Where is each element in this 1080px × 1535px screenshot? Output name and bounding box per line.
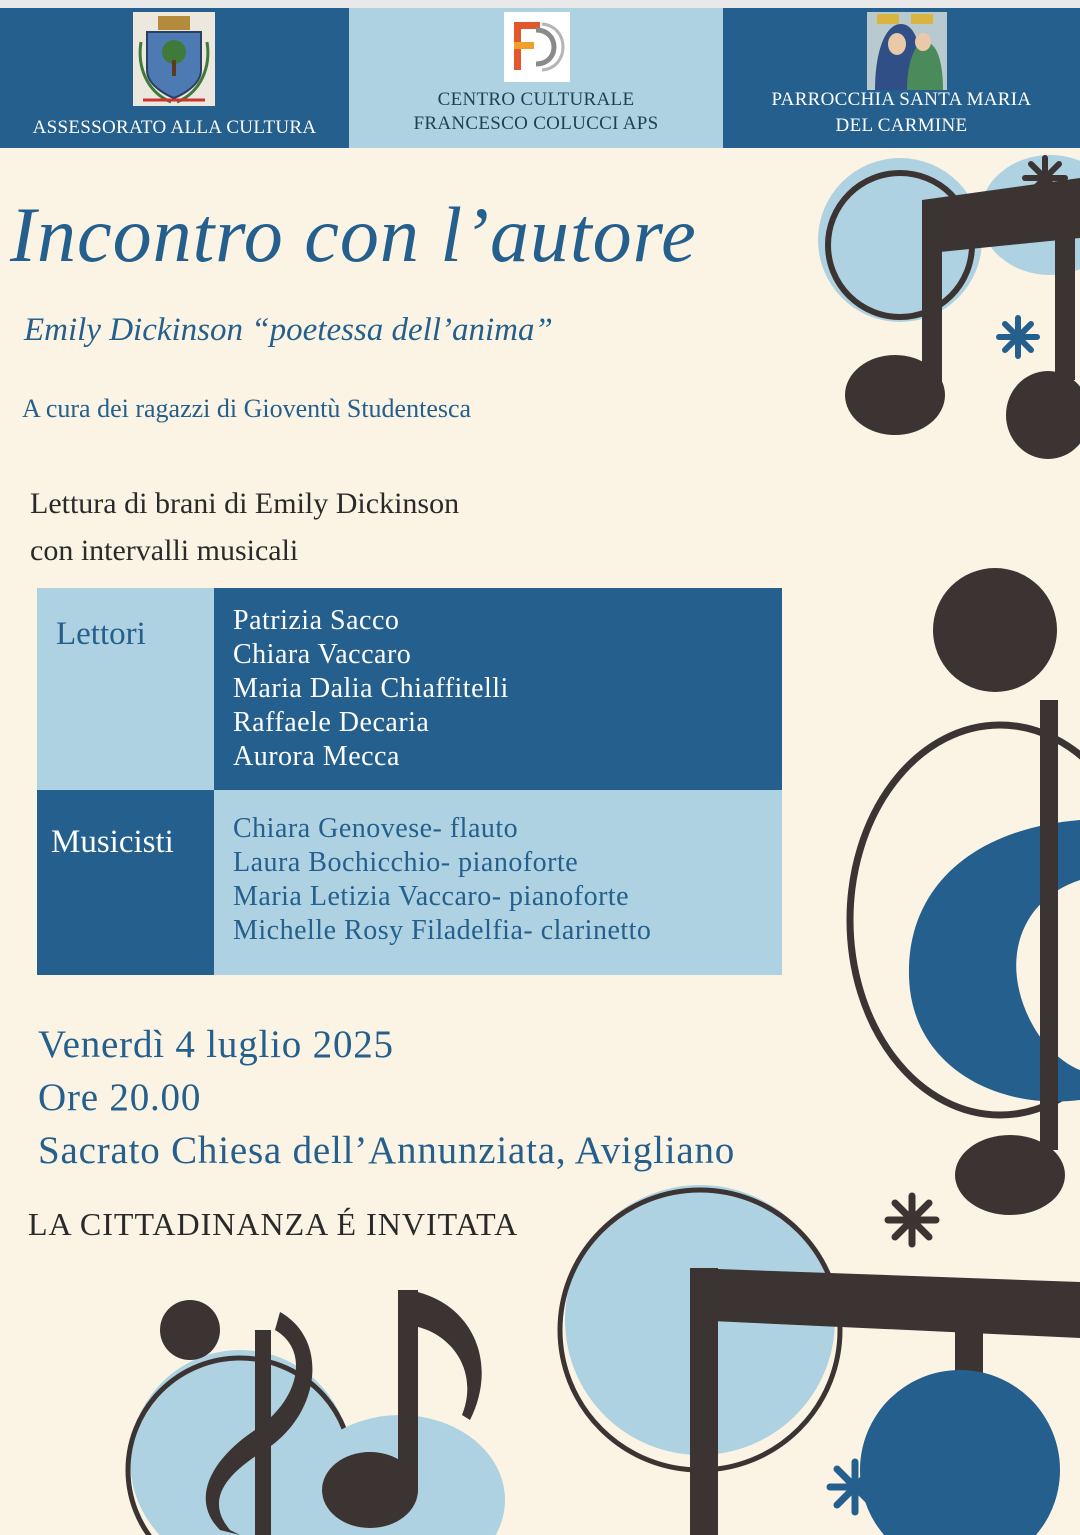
musician-name: Michelle Rosy Filadelfia- clarinetto: [233, 915, 652, 946]
subtitle: Emily Dickinson “poetessa dell’anima”: [24, 312, 553, 348]
musicians-list: [233, 812, 651, 948]
asterisk-icon: [999, 318, 1037, 356]
asterisk-icon: [1025, 158, 1065, 198]
reader-name: Chiara Vaccaro: [233, 639, 412, 670]
curated-by: A cura dei ragazzi di Gioventù Studentesca: [22, 394, 472, 423]
readers-list: [233, 604, 509, 774]
reader-name: Patrizia Sacco: [233, 605, 400, 636]
treble-swirl-icon: [850, 700, 1080, 1215]
event-place: Sacrato Chiesa dell’Annunziata, Avigliano: [38, 1129, 736, 1172]
roster-table: [37, 588, 782, 975]
header-right-line2: DEL CARMINE: [835, 115, 968, 136]
musician-name: Maria Letizia Vaccaro- pianoforte: [233, 881, 630, 912]
header-panel-parrocchia: [723, 8, 1080, 148]
musicians-label-cell: [37, 790, 214, 975]
musician-name: Chiara Genovese- flauto: [233, 813, 519, 844]
readers-label-cell: [37, 588, 214, 790]
invitation-text: LA CITTADINANZA É INVITATA: [28, 1206, 519, 1242]
asterisk-icon: [830, 1462, 880, 1512]
reading-line-2: con intervalli musicali: [30, 534, 299, 567]
header-right-line1: PARROCCHIA SANTA MARIA: [771, 89, 1032, 110]
cultural-center-logo-icon: [504, 12, 570, 82]
dot-note-icon: [933, 568, 1057, 692]
header-panel-centro-culturale: [349, 8, 723, 148]
event-details: [38, 1018, 735, 1177]
readers-list-cell: [214, 588, 782, 790]
musicians-list-cell: [214, 790, 782, 975]
header: [0, 8, 1080, 148]
event-date: Venerdì 4 luglio 2025: [38, 1023, 394, 1066]
reader-name: Maria Dalia Chiaffitelli: [233, 673, 509, 704]
reading-description: [30, 480, 459, 574]
madonna-icon: [867, 12, 947, 90]
header-center-line1: CENTRO CULTURALE: [437, 89, 635, 110]
page-title: Incontro con l’autore: [10, 191, 697, 278]
beamed-note-bottom-right-icon: [560, 1185, 1080, 1535]
header-center-line2: FRANCESCO COLUCCI APS: [413, 113, 659, 134]
header-left-text: ASSESSORATO ALLA CULTURA: [32, 117, 317, 138]
asterisk-icon: [888, 1196, 936, 1244]
eighth-note-top-right-icon: [818, 155, 1080, 459]
readers-label: Lettori: [56, 616, 146, 652]
reader-name: Raffaele Decaria: [233, 707, 430, 738]
municipal-coat-of-arms-icon: [133, 12, 215, 106]
musicians-label: Musicisti: [51, 824, 174, 860]
musician-name: Laura Bochicchio- pianoforte: [233, 847, 579, 878]
reader-name: Aurora Mecca: [233, 741, 400, 772]
header-panel-assessorato: [0, 8, 349, 148]
reading-line-1: Lettura di brani di Emily Dickinson: [30, 487, 460, 520]
event-time: Ore 20.00: [38, 1076, 202, 1119]
